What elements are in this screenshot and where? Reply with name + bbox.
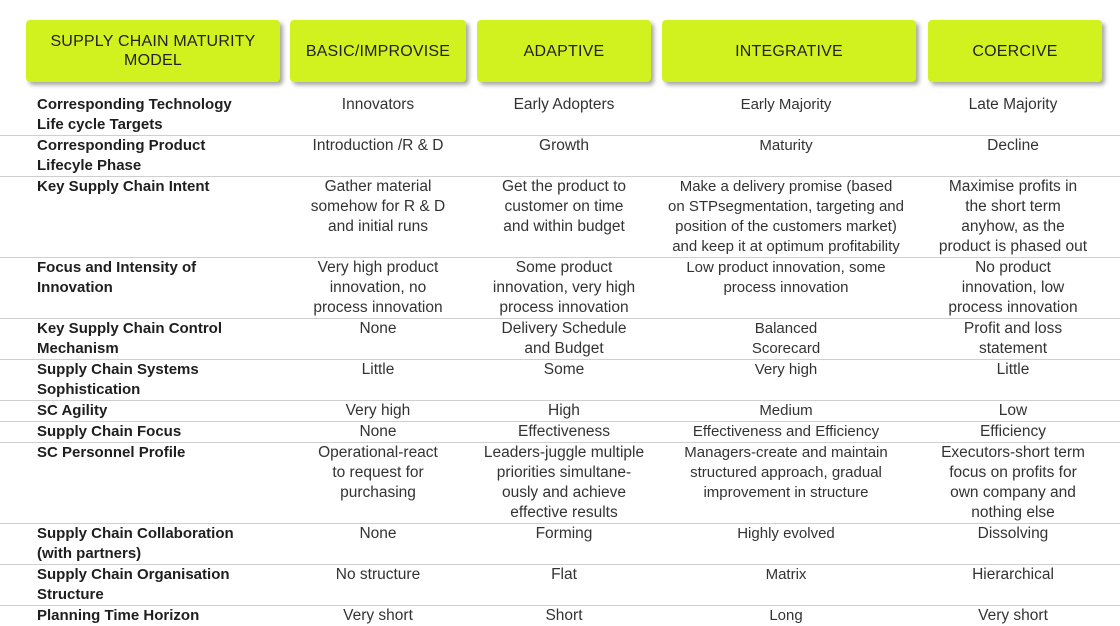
cell-value: Very high bbox=[345, 402, 411, 419]
row-label: Focus and Intensity of Innovation bbox=[37, 259, 197, 296]
cell-value: Balanced Scorecard bbox=[751, 320, 821, 357]
table-row bbox=[0, 565, 1120, 606]
cell-value: Dissolving bbox=[977, 525, 1049, 542]
cell-value: Matrix bbox=[765, 566, 807, 583]
header-coercive-text: COERCIVE bbox=[972, 42, 1058, 60]
cell-value: Executors-short term focus on profits for own company and nothing else bbox=[941, 444, 1085, 521]
cell-value: Very high product innovation, no process innovation bbox=[313, 259, 443, 316]
header-adaptive-text: ADAPTIVE bbox=[523, 42, 605, 60]
row-label: Supply Chain Collaboration (with partners) bbox=[37, 525, 234, 562]
table-row bbox=[0, 401, 1120, 422]
cell-value: Managers-create and maintain structured approach, gradual improvement in structure bbox=[684, 444, 888, 501]
cell-value: Growth bbox=[539, 137, 589, 154]
table-row bbox=[0, 360, 1120, 401]
cell-value: Highly evolved bbox=[737, 525, 835, 542]
table-row bbox=[0, 95, 1120, 136]
cell-value: Early Majority bbox=[740, 96, 832, 113]
cell-value: Operational-react to request for purchasing bbox=[318, 444, 438, 501]
cell-value: Some bbox=[543, 361, 585, 378]
cell-value: Low product innovation, some process innovation bbox=[686, 259, 886, 296]
cell-value: Innovators bbox=[341, 96, 415, 113]
row-label: Supply Chain Systems Sophistication bbox=[37, 361, 199, 398]
table-row bbox=[0, 443, 1120, 524]
row-label: SC Personnel Profile bbox=[37, 444, 186, 461]
cell-value: Little bbox=[361, 361, 395, 378]
header-adaptive bbox=[477, 20, 651, 82]
row-label: Key Supply Chain Intent bbox=[37, 178, 210, 195]
row-label: Supply Chain Focus bbox=[37, 423, 182, 440]
cell-value: Forming bbox=[535, 525, 593, 542]
cell-value: None bbox=[359, 525, 397, 542]
cell-value: Medium bbox=[759, 402, 813, 419]
cell-value: Long bbox=[769, 607, 803, 624]
cell-value: Make a delivery promise (based on STPsegmentation, targeting and position of the customers market) and keep it at optimum profitability bbox=[668, 178, 904, 255]
table-row bbox=[0, 319, 1120, 360]
cell-value: No structure bbox=[335, 566, 421, 583]
cell-value: No product innovation, low process innovation bbox=[948, 259, 1078, 316]
cell-value: Effectiveness and Efficiency bbox=[692, 423, 880, 440]
cell-value: None bbox=[359, 320, 397, 337]
cell-value: Little bbox=[996, 361, 1030, 378]
row-label: SC Agility bbox=[37, 402, 108, 419]
header-basic-improvise bbox=[290, 20, 466, 82]
cell-value: Maturity bbox=[759, 137, 813, 154]
cell-value: Short bbox=[545, 607, 583, 624]
cell-value: Very short bbox=[978, 607, 1048, 624]
table-row bbox=[0, 606, 1120, 626]
cell-value: Some product innovation, very high process innovation bbox=[492, 259, 636, 316]
table-row bbox=[0, 136, 1120, 177]
cell-value: None bbox=[359, 423, 397, 440]
cell-value: Decline bbox=[987, 137, 1039, 154]
header-coercive bbox=[928, 20, 1102, 82]
row-label: Planning Time Horizon bbox=[37, 607, 200, 624]
cell-value: Very high bbox=[754, 361, 818, 378]
cell-value: Delivery Schedule and Budget bbox=[501, 320, 627, 357]
cell-value: Profit and loss statement bbox=[963, 320, 1063, 357]
header-integrative bbox=[662, 20, 916, 82]
cell-value: Introduction /R & D bbox=[312, 137, 444, 154]
header-model-text: SUPPLY CHAIN MATURITY MODEL bbox=[50, 33, 256, 69]
cell-value: Gather material somehow for R & D and initial runs bbox=[310, 178, 446, 235]
row-label: Corresponding Technology Life cycle Targets bbox=[37, 96, 232, 133]
row-label: Corresponding Product Lifecyle Phase bbox=[37, 137, 206, 174]
cell-value: Flat bbox=[551, 566, 577, 583]
cell-value: Very short bbox=[343, 607, 413, 624]
table-row bbox=[0, 258, 1120, 319]
cell-value: Effectiveness bbox=[518, 423, 610, 440]
header-basic-text: BASIC/IMPROVISE bbox=[305, 42, 451, 60]
maturity-table bbox=[0, 95, 1120, 626]
header-model bbox=[26, 20, 280, 82]
row-label: Key Supply Chain Control Mechanism bbox=[37, 320, 223, 357]
cell-value: High bbox=[548, 402, 580, 419]
table-row bbox=[0, 524, 1120, 565]
cell-value: Get the product to customer on time and within budget bbox=[501, 178, 627, 235]
table-row bbox=[0, 422, 1120, 443]
cell-value: Maximise profits in the short term anyhow, as the product is phased out bbox=[938, 178, 1088, 255]
table-row bbox=[0, 177, 1120, 258]
cell-value: Early Adopters bbox=[513, 96, 615, 113]
cell-value: Low bbox=[998, 402, 1028, 419]
cell-value: Leaders-juggle multiple priorities simultane- ously and achieve effective results bbox=[483, 444, 645, 521]
row-label: Supply Chain Organisation Structure bbox=[37, 566, 230, 603]
cell-value: Late Majority bbox=[968, 96, 1058, 113]
cell-value: Efficiency bbox=[979, 423, 1047, 440]
cell-value: Hierarchical bbox=[972, 566, 1054, 583]
header-integrative-text: INTEGRATIVE bbox=[735, 42, 843, 60]
